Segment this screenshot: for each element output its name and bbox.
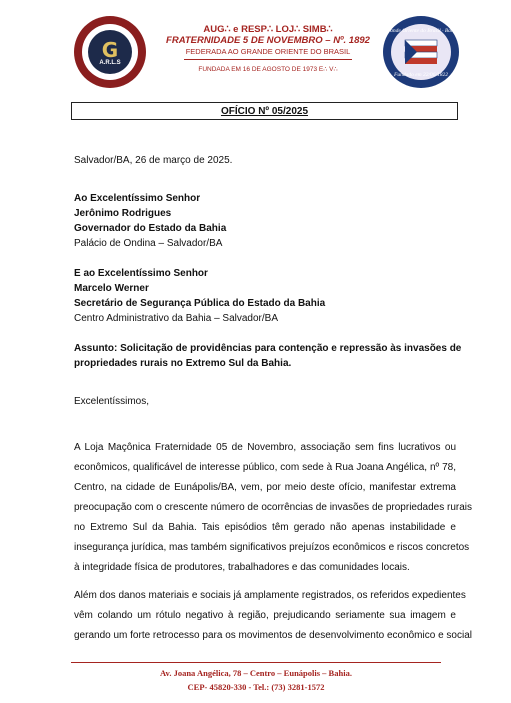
letterhead-line-3: FEDERADA AO GRANDE ORIENTE DO BRASIL	[185, 47, 351, 56]
greeting: Excelentíssimos,	[74, 396, 150, 407]
lodge-seal-logo	[74, 16, 146, 88]
paragraph1-line: no Extremo Sul da Bahia. Tais episódios têm gerado não apenas instabilidade e	[74, 522, 456, 533]
paragraph1-line: Centro, na cidade de Eunápolis/BA, vem, por meio deste ofício, manifestar extrema	[74, 482, 456, 493]
recipient1-salutation: Ao Excelentíssimo Senhor	[74, 193, 201, 204]
paragraph2-line: vêm colando um rótulo negativo à região, prejudicando seriamente sua imagem e	[74, 610, 456, 621]
square-compass-icon: G	[101, 38, 119, 62]
recipient1-role: Governador do Estado da Bahia	[74, 223, 227, 234]
recipient2-address: Centro Administrativo da Bahia – Salvador/BA	[74, 313, 278, 324]
paragraph1-line: econômicos, qualificável de interesse público, com sede à Rua Joana Angélica, nº 78,	[74, 462, 456, 473]
footer-divider	[71, 662, 441, 663]
paragraph1-line: insegurança jurídica, mas também significativos prejuízos econômicos e riscos concretos	[74, 542, 470, 553]
letterhead-line-1: AUG∴ e RESP∴ LOJ∴ SIMB∴	[203, 24, 333, 35]
flag-emblem-icon	[403, 38, 439, 66]
footer-contact: CEP- 45820-330 - Tel.: (73) 3281-1572	[187, 682, 325, 692]
paragraph2-line: gerando um forte retrocesso para os movimentos de desenvolvimento econômico e social	[74, 630, 472, 641]
recipient2-name: Marcelo Werner	[74, 283, 149, 294]
recipient1-address: Palácio de Ondina – Salvador/BA	[74, 238, 223, 249]
footer-address: Av. Joana Angélica, 78 – Centro – Eunápolis – Bahia.	[160, 668, 352, 678]
title-box	[71, 102, 458, 120]
letterhead-line-4: FUNDADA EM 16 DE AGOSTO DE 1973 E∴ V∴	[198, 66, 338, 73]
right-seal-bottom-text: Fundado em 22/06/1822	[393, 72, 449, 78]
recipient2-role: Secretário de Segurança Pública do Estado da Bahia	[74, 298, 326, 309]
grande-oriente-seal-logo	[383, 16, 459, 88]
right-seal-top-text: Grande Oriente do Brasil · Bahia	[384, 28, 458, 34]
recipient1-name: Jerônimo Rodrigues	[74, 208, 172, 219]
date-line: Salvador/BA, 26 de março de 2025.	[74, 155, 233, 166]
paragraph1-line: preocupação com o crescente número de ocorrências de invasões de propriedades rurais	[74, 502, 473, 513]
recipient2-salutation: E ao Excelentíssimo Senhor	[74, 268, 208, 279]
subject-line-2: propriedades rurais no Extremo Sul da Bahia.	[74, 358, 292, 369]
paragraph1-line: à integridade física de produtores, trabalhadores e das comunidades locais.	[74, 562, 410, 573]
letterhead-divider	[184, 59, 352, 60]
left-seal-text: A.R.L.S	[99, 60, 121, 66]
document-title: OFÍCIO Nº 05/2025	[220, 106, 309, 117]
paragraph2-line: Além dos danos materiais e sociais já amplamente registrados, os referidos expedientes	[74, 590, 466, 601]
letterhead-line-2: FRATERNIDADE 5 DE NOVEMBRO – Nº. 1892	[166, 35, 370, 46]
subject-line-1: Assunto: Solicitação de providências para contenção e repressão às invasões de	[74, 343, 462, 354]
paragraph1-line: A Loja Maçônica Fraternidade 05 de Novembro, associação sem fins lucrativos ou	[74, 442, 456, 453]
